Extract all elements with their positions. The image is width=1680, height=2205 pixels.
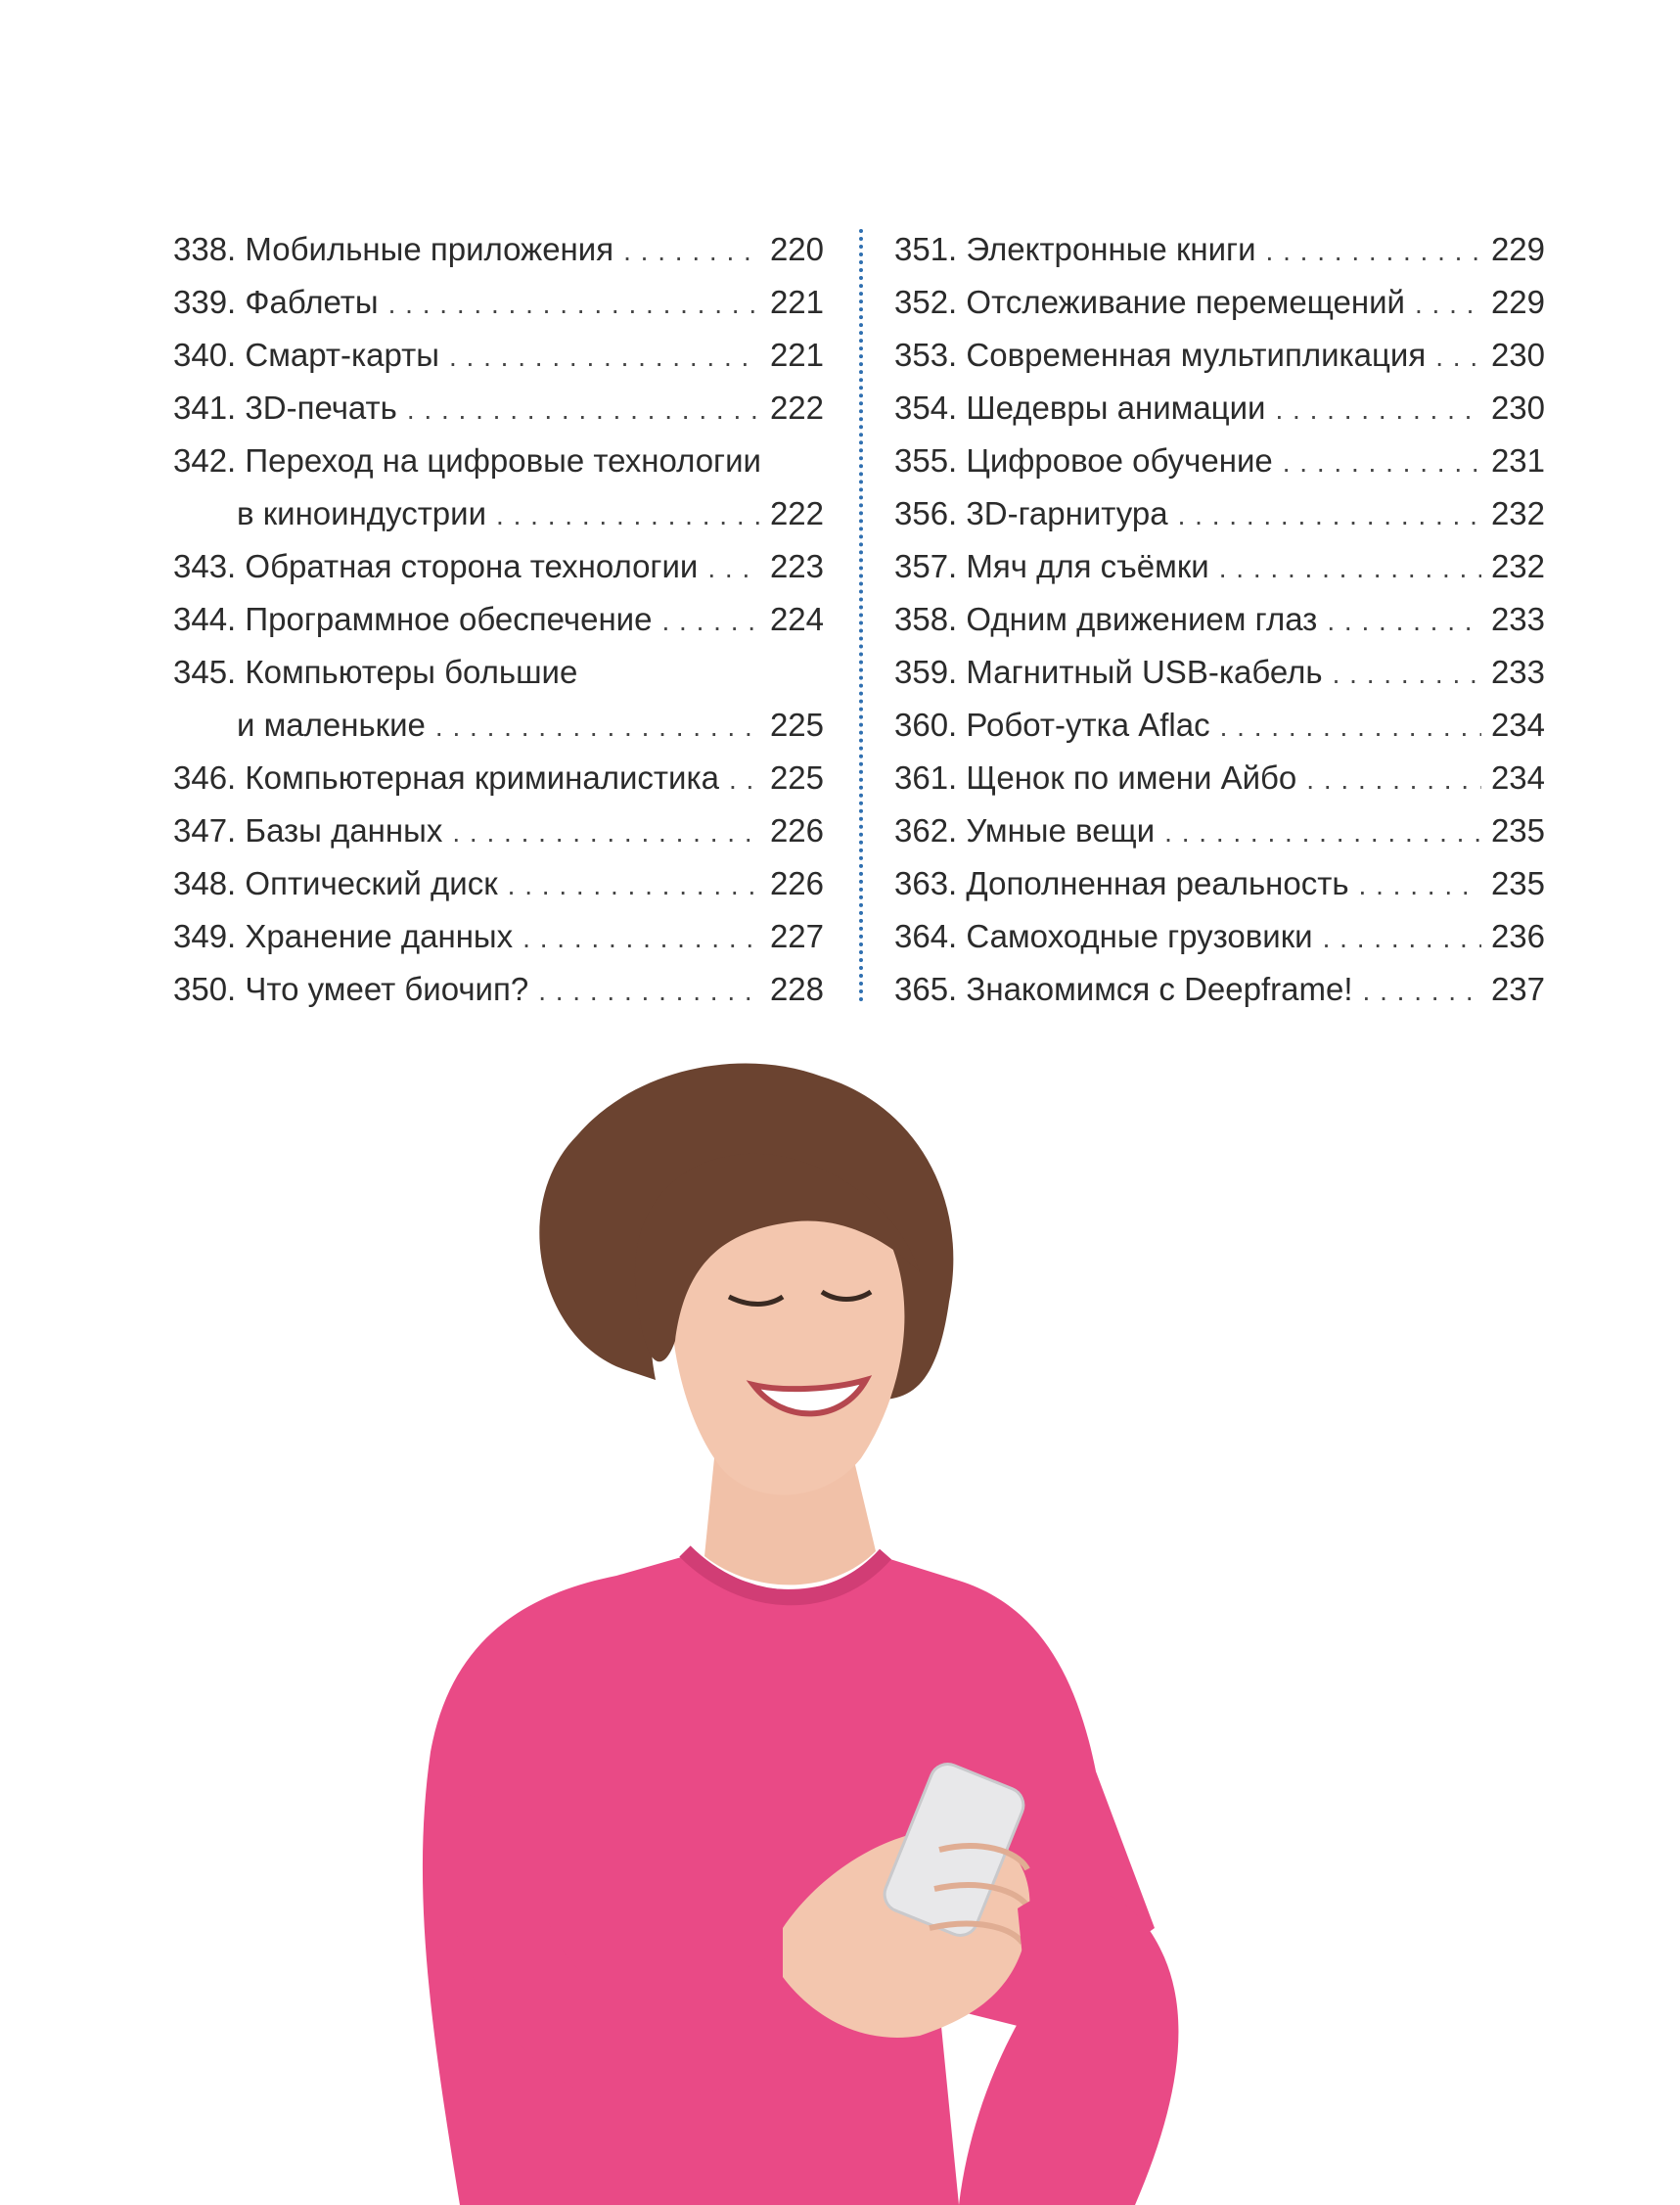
toc-entry-page: 234 [1490,707,1545,743]
toc-entry-line [894,804,1545,857]
toc-entry-line [173,276,824,329]
toc-entry[interactable] [894,329,1545,382]
toc-entry-title: Шедевры анимации [966,390,1266,426]
toc-leader-dots [452,806,760,859]
toc-entry-line [173,382,824,435]
toc-entry-line [894,540,1545,593]
toc-entry[interactable] [894,699,1545,752]
toc-entry[interactable] [894,804,1545,857]
toc-entry-title: 3D-гарнитура [966,495,1168,531]
toc-entry-line [894,435,1545,487]
toc-entry-number: 357. [894,548,958,584]
toc-entry-line [894,593,1545,646]
toc-entry-line [894,382,1545,435]
toc-leader-dots [1275,384,1480,436]
toc-entry-number: 364. [894,918,958,954]
toc-entry-page: 237 [1490,971,1545,1007]
toc-entry-line [173,540,824,593]
toc-entry-number: 345. [173,654,237,690]
toc-entry-line [173,804,824,857]
toc-entry-number: 351. [894,231,958,267]
toc-entry[interactable] [894,910,1545,963]
toc-entry[interactable] [894,540,1545,593]
toc-entry-title: Компьютеры большие [245,654,578,690]
toc-entry[interactable] [173,329,824,382]
toc-leader-dots [1359,859,1481,912]
toc-entry-title: Знакомимся с Deepframe! [966,971,1353,1007]
toc-leader-dots [1306,754,1481,806]
toc-entry-page: 230 [1490,390,1545,426]
toc-entry-title: Компьютерная криминалистика [245,759,719,796]
toc-entry-line [894,857,1545,910]
toc-entry[interactable] [894,223,1545,276]
toc-entry-number: 363. [894,865,958,901]
toc-entry[interactable] [173,276,824,329]
toc-entry[interactable] [173,646,824,752]
toc-entry-title: Умные вещи [966,812,1156,849]
toc-entry-number: 343. [173,548,237,584]
toc-entry-line [894,910,1545,963]
toc-entry-page: 223 [769,548,824,584]
toc-leader-dots [1327,595,1481,648]
toc-entry-page: 231 [1490,442,1545,479]
woman-with-phone-photo [391,1047,1272,2205]
toc-leader-dots [508,859,760,912]
toc-entry-title: и маленькие [237,707,426,743]
toc-entry-title: Что умеет биочип? [245,971,529,1007]
toc-entry-page: 230 [1490,337,1545,373]
toc-entry-page: 225 [769,707,824,743]
toc-entry-title: Базы данных [245,812,443,849]
toc-entry-page: 226 [769,865,824,901]
toc-entry-line [173,646,824,699]
toc-entry-number: 360. [894,707,958,743]
toc-leader-dots [1363,965,1481,1018]
toc-entry[interactable] [173,223,824,276]
toc-entry-line [894,646,1545,699]
toc-entry[interactable] [173,540,824,593]
toc-entry-title: Переход на цифровые технологии [245,442,761,479]
toc-entry[interactable] [894,646,1545,699]
toc-entry-title: Оптический диск [245,865,498,901]
toc-entry-title: Хранение данных [245,918,514,954]
toc-entry-number: 344. [173,601,237,637]
toc-leader-dots [729,754,760,806]
toc-entry-number: 347. [173,812,237,849]
toc-entry-number: 338. [173,231,237,267]
toc-entry-line [894,752,1545,804]
toc-entry-number: 342. [173,442,237,479]
toc-entry-page: 235 [1490,865,1545,901]
toc-entry-page: 229 [1490,284,1545,320]
toc-entry-page: 225 [769,759,824,796]
toc-entry[interactable] [173,804,824,857]
toc-entry-title: Щенок по имени Айбо [966,759,1297,796]
toc-entry-page: 234 [1490,759,1545,796]
toc-entry-page: 229 [1490,231,1545,267]
toc-leader-dots [1220,701,1481,754]
toc-entry-number: 358. [894,601,958,637]
toc-entry[interactable] [894,487,1545,540]
toc-entry-title: Цифровое обучение [966,442,1273,479]
toc-entry[interactable] [173,382,824,435]
toc-entry[interactable] [173,435,824,540]
column-divider [859,229,863,1002]
toc-entry[interactable] [173,752,824,804]
toc-entry-title: Смарт-карты [245,337,439,373]
toc-entry-line [173,699,824,752]
toc-entry-line [173,593,824,646]
toc-entry-number: 340. [173,337,237,373]
toc-entry-line [173,435,824,487]
toc-leader-dots [1333,648,1481,701]
toc-entry-number: 359. [894,654,958,690]
toc-entry-line [894,487,1545,540]
toc-entry-page: 233 [1490,601,1545,637]
toc-entry-title: Магнитный USB-кабель [966,654,1323,690]
toc-entry-line [173,487,824,540]
toc-leader-dots [538,965,760,1018]
toc-entry-line [173,752,824,804]
toc-entry[interactable] [173,963,824,1016]
toc-entry-title: Одним движением глаз [966,601,1318,637]
toc-leader-dots [1219,542,1481,595]
toc-entry-title: Робот-утка Aflac [966,707,1210,743]
toc-entry-number: 356. [894,495,958,531]
toc-entry-line [894,963,1545,1016]
toc-entry-line [173,963,824,1016]
toc-leader-dots [1435,331,1481,384]
toc-entry-title: Дополненная реальность [966,865,1349,901]
toc-entry-title: Самоходные грузовики [966,918,1313,954]
toc-entry[interactable] [894,752,1545,804]
toc-entry-page: 222 [769,390,824,426]
toc-entry-number: 365. [894,971,958,1007]
toc-leader-dots [661,595,759,648]
toc-entry-page: 228 [769,971,824,1007]
toc-leader-dots [496,489,760,542]
toc-entry-page: 224 [769,601,824,637]
toc-leader-dots [707,542,760,595]
toc-entry-line [894,223,1545,276]
toc-entry-number: 348. [173,865,237,901]
toc-entry-page: 220 [769,231,824,267]
toc-entry[interactable] [894,435,1545,487]
toc-entry-number: 350. [173,971,237,1007]
toc-entry-number: 349. [173,918,237,954]
toc-entry[interactable] [894,857,1545,910]
toc-entry-number: 341. [173,390,237,426]
toc-entry-number: 352. [894,284,958,320]
toc-column-left [173,223,824,1016]
toc-entry[interactable] [894,276,1545,329]
toc-entry-title: Фаблеты [245,284,379,320]
toc-entry[interactable] [173,593,824,646]
toc-entry-title: Мяч для съёмки [966,548,1209,584]
toc-entry-page: 236 [1490,918,1545,954]
toc-entry[interactable] [894,593,1545,646]
toc-leader-dots [435,701,760,754]
toc-entry-line [894,276,1545,329]
toc-leader-dots [449,331,760,384]
toc-leader-dots [407,384,760,436]
toc-entry-page: 226 [769,812,824,849]
toc-leader-dots [388,278,760,331]
toc-entry-page: 222 [769,495,824,531]
toc-entry-line [173,857,824,910]
toc-entry-title: Современная мультипликация [966,337,1427,373]
toc-leader-dots [1415,278,1481,331]
toc-entry-number: 362. [894,812,958,849]
toc-entry-line [894,699,1545,752]
toc-entry-page: 232 [1490,495,1545,531]
toc-leader-dots [522,912,760,965]
toc-column-right [894,223,1545,1016]
toc-leader-dots [1164,806,1481,859]
toc-entry-page: 235 [1490,812,1545,849]
toc-entry-page: 227 [769,918,824,954]
toc-entry-title: Электронные книги [966,231,1256,267]
toc-entry-number: 353. [894,337,958,373]
toc-leader-dots [1323,912,1481,965]
toc-entry-title: 3D-печать [245,390,397,426]
toc-entry-line [173,223,824,276]
toc-entry-title: Обратная сторона технологии [245,548,699,584]
toc-entry-number: 346. [173,759,237,796]
toc-entry-number: 355. [894,442,958,479]
toc-entry[interactable] [894,382,1545,435]
toc-entry-line [173,329,824,382]
toc-entry-page: 232 [1490,548,1545,584]
toc-leader-dots [1283,436,1481,489]
toc-entry-number: 354. [894,390,958,426]
toc-entry-title: в киноиндустрии [237,495,487,531]
toc-entry-number: 361. [894,759,958,796]
table-of-contents [173,223,1545,1016]
toc-entry-line [894,329,1545,382]
toc-entry-title: Отслеживание перемещений [966,284,1405,320]
toc-entry[interactable] [173,857,824,910]
toc-leader-dots [1266,225,1481,278]
toc-entry-title: Программное обеспечение [245,601,653,637]
toc-entry-page: 221 [769,337,824,373]
toc-entry-number: 339. [173,284,237,320]
toc-leader-dots [1178,489,1481,542]
toc-entry[interactable] [173,910,824,963]
toc-entry-title: Мобильные приложения [245,231,614,267]
toc-entry-line [173,910,824,963]
toc-entry[interactable] [894,963,1545,1016]
toc-leader-dots [623,225,760,278]
toc-entry-page: 221 [769,284,824,320]
toc-entry-page: 233 [1490,654,1545,690]
